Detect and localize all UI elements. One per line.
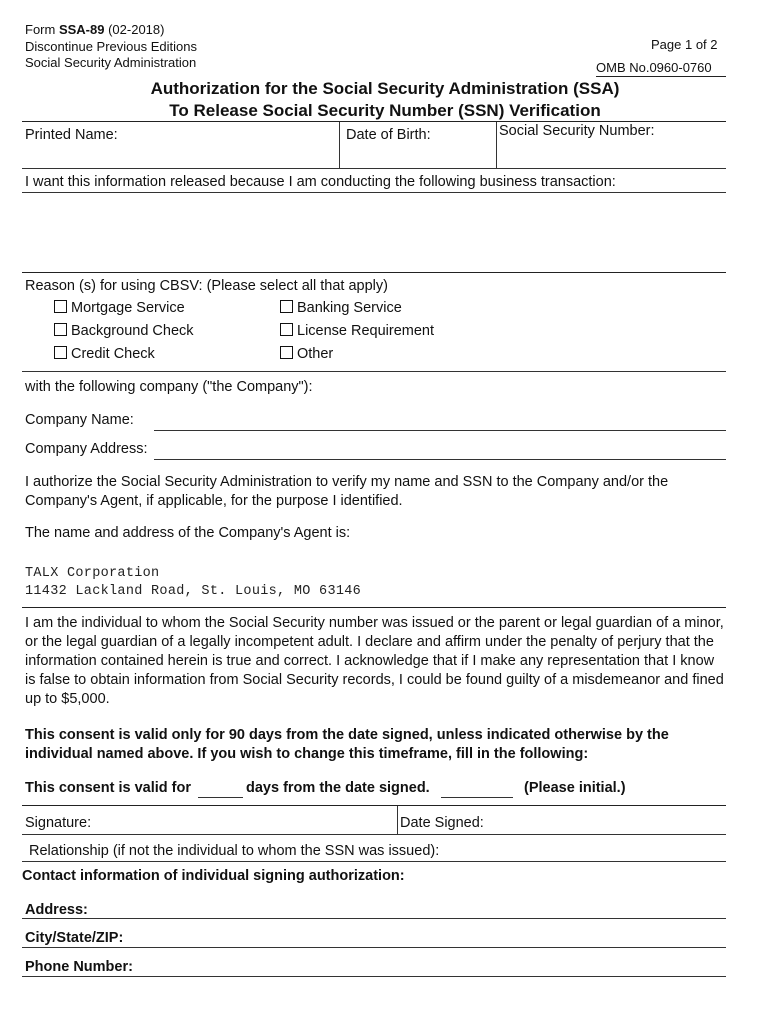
discontinue-note: Discontinue Previous Editions	[25, 38, 197, 54]
address-field[interactable]	[22, 918, 726, 919]
divider	[496, 122, 497, 168]
declaration-text: I am the individual to whom the Social Security number was issued or the parent or legal guardian of a minor, or the legal guardian of a legally incompetent adult. I declare and affirm under the penalty of perjury that the information contained herein is true and correct. I acknowledge that if I make any representation that I know is false to obtain information from Social Security records, I could be found guilty of a misdemeanor and fined up to $5,000.	[25, 615, 724, 707]
checkbox[interactable]	[54, 300, 67, 313]
address-label: Address:	[25, 902, 88, 918]
consent-days-field[interactable]	[198, 797, 243, 798]
divider	[397, 806, 398, 834]
option-other[interactable]	[280, 346, 333, 362]
option-mortgage-service[interactable]	[54, 300, 185, 316]
checkbox[interactable]	[280, 300, 293, 313]
relationship-field[interactable]	[22, 861, 726, 862]
divider	[22, 607, 726, 608]
dob-label: Date of Birth:	[346, 127, 431, 143]
company-address-label: Company Address:	[25, 441, 148, 457]
date-signed-field[interactable]	[490, 810, 724, 834]
ssn-label: Social Security Number:	[499, 123, 655, 139]
city-state-zip-label: City/State/ZIP:	[25, 930, 124, 946]
agent-name: TALX Corporation	[25, 566, 160, 581]
company-name-label: Company Name:	[25, 412, 134, 428]
form-header-left	[25, 22, 197, 72]
date-signed-label: Date Signed:	[400, 815, 484, 831]
signature-field[interactable]	[96, 810, 394, 834]
divider	[22, 805, 726, 806]
consent-days-from: days from the date signed.	[246, 780, 430, 796]
checkbox[interactable]	[280, 346, 293, 359]
agent-address: 11432 Lackland Road, St. Louis, MO 63146	[25, 584, 362, 599]
agency-name: Social Security Administration	[25, 55, 197, 70]
divider	[22, 121, 726, 122]
checkbox[interactable]	[54, 346, 67, 359]
printed-name-label: Printed Name:	[25, 127, 118, 143]
agent-label: The name and address of the Company's Agent is:	[25, 525, 351, 541]
divider	[22, 192, 726, 193]
consent-valid-for: This consent is valid for	[25, 780, 191, 796]
omb-underline	[596, 76, 726, 77]
reasons-heading: Reason (s) for using CBSV: (Please select all that apply)	[25, 278, 388, 294]
printed-name-field[interactable]	[30, 124, 335, 166]
option-banking-service[interactable]	[280, 300, 402, 316]
option-label: Other	[297, 346, 334, 362]
checkbox[interactable]	[280, 323, 293, 336]
ssn-field[interactable]	[500, 143, 724, 167]
divider	[22, 168, 726, 169]
transaction-label: I want this information released because I am conducting the following business transaction:	[25, 174, 616, 190]
option-label: License Requirement	[297, 323, 435, 339]
consent-notice: This consent is valid only for 90 days from the date signed, unless indicated otherwise by the individual named above. If you wish to change this timeframe, fill in the following:	[25, 727, 669, 762]
page-number: Page 1 of 2	[651, 37, 718, 52]
divider	[22, 272, 726, 273]
contact-heading: Contact information of individual signing authorization:	[22, 868, 405, 884]
company-name-field[interactable]	[154, 430, 726, 431]
option-label: Banking Service	[297, 300, 402, 316]
transaction-field[interactable]	[22, 194, 726, 270]
checkbox[interactable]	[54, 323, 67, 336]
form-date: (02-2018)	[104, 22, 165, 37]
option-label: Background Check	[71, 323, 194, 339]
divider	[339, 122, 340, 168]
consent-initial: (Please initial.)	[524, 780, 626, 796]
form-id-line	[25, 22, 197, 39]
signature-label: Signature:	[25, 815, 92, 831]
city-state-zip-field[interactable]	[22, 947, 726, 948]
omb-number: OMB No.0960-0760	[596, 60, 712, 75]
option-label: Mortgage Service	[71, 300, 185, 316]
divider	[22, 371, 726, 372]
phone-field[interactable]	[22, 976, 726, 977]
form-title-line1: Authorization for the Social Security Administration (SSA)	[150, 79, 620, 98]
option-label: Credit Check	[71, 346, 155, 362]
relationship-label: Relationship (if not the individual to whom the SSN was issued):	[29, 843, 440, 859]
option-background-check[interactable]	[54, 323, 194, 339]
initial-field[interactable]	[441, 797, 513, 798]
form-title-line2: To Release Social Security Number (SSN) Verification	[169, 101, 601, 120]
company-address-field[interactable]	[154, 459, 726, 460]
authorization-text: I authorize the Social Security Administration to verify my name and SSN to the Company and/or the Company's Agent, if applicable, for the purpose I identified.	[25, 474, 669, 509]
option-license-requirement[interactable]	[280, 323, 434, 339]
form-id: SSA-89	[58, 22, 105, 37]
dob-field[interactable]	[342, 145, 494, 167]
divider	[22, 834, 726, 835]
company-intro: with the following company ("the Company"):	[25, 379, 313, 395]
phone-label: Phone Number:	[25, 959, 133, 975]
form-prefix: Form	[25, 22, 59, 37]
option-credit-check[interactable]	[54, 346, 155, 362]
